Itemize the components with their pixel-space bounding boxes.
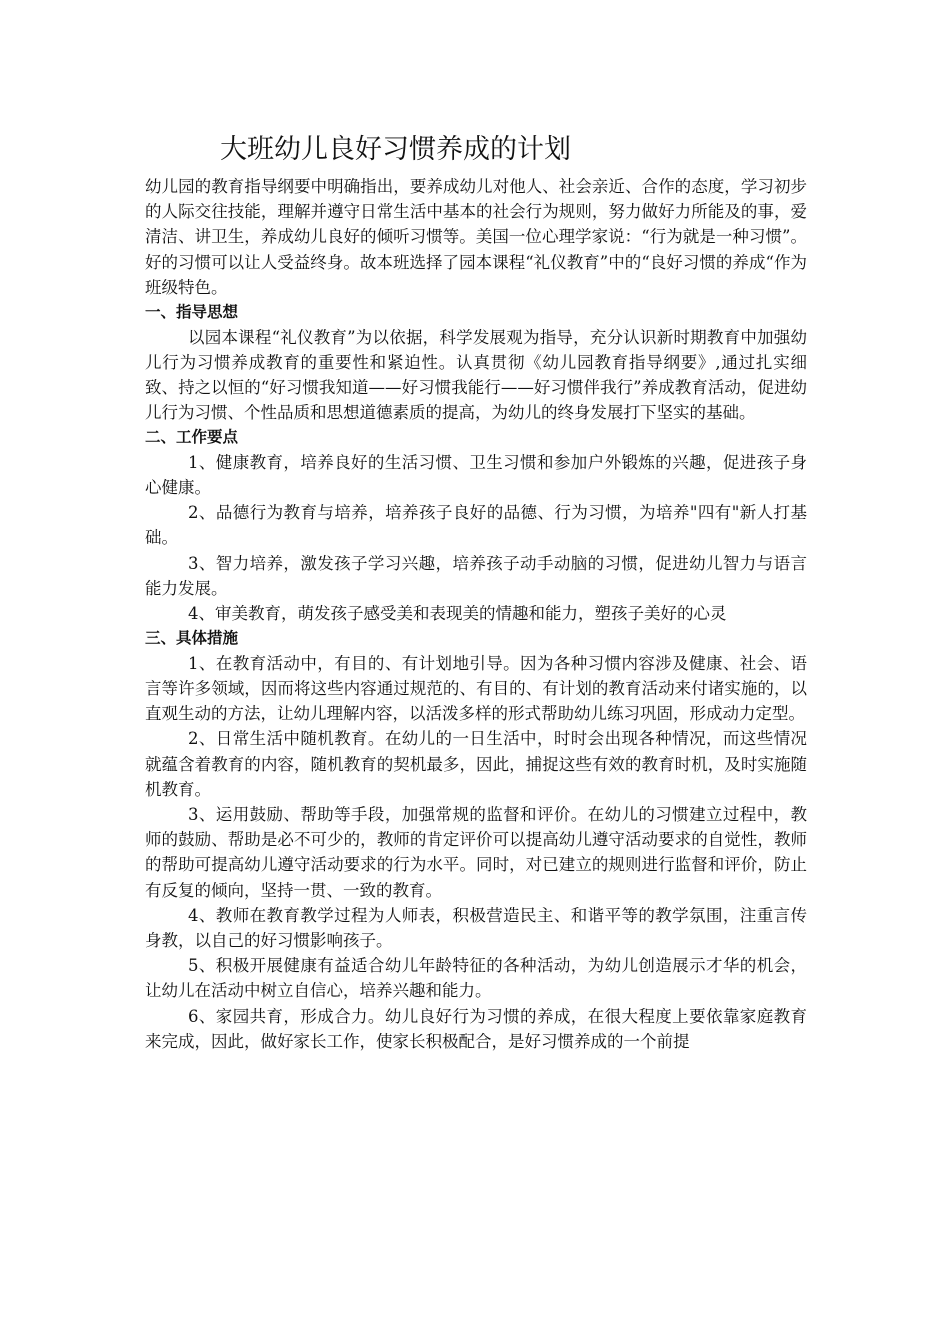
section-heading-work-points: 二、工作要点: [145, 428, 239, 447]
work-point-1: 1、健康教育，培养良好的生活习惯、卫生习惯和参加户外锻炼的兴趣，促进孩子身心健康。: [145, 452, 807, 498]
measure-4: 4、教师在教育教学过程为人师表，积极营造民主、和谐平等的教学氛围，注重言传身教，以自己的好习惯影响孩子。: [145, 905, 807, 950]
guiding-ideology-paragraph: 以园本课程“礼仪教育”为以依据，科学发展观为指导，充分认识新时期教育中加强幼儿行为习惯养成教育的重要性和紧迫性。认真贯彻《幼儿园教育指导纲要》,通过扎实细致、持之以恒的“好习惯我知道——好习惯我能行——好习惯伴我行”养成教育活动，促进幼儿行为习惯、个性品质和思想道德素质的提高，为幼儿的终身发展打下坚实的基础。: [145, 327, 807, 423]
intro-paragraph: 幼儿园的教育指导纲要中明确指出，要养成幼儿对他人、社会亲近、合作的态度，学习初步的人际交往技能，理解并遵守日常生活中基本的社会行为规则，努力做好力所能及的事，爱清洁、讲卫生，养成幼儿良好的倾听习惯等。美国一位心理学家说：“行为就是一种习惯”。好的习惯可以让人受益终身。故本班选择了园本课程“礼仪教育”中的“良好习惯的养成“作为班级特色。: [145, 177, 807, 297]
work-point-4: 4、审美教育，萌发孩子感受美和表现美的情趣和能力，塑孩子美好的心灵: [188, 604, 727, 624]
measure-5: 5、积极开展健康有益适合幼儿年龄特征的各种活动，为幼儿创造展示才华的机会，让幼儿在活动中树立自信心，培养兴趣和能力。: [145, 956, 807, 1001]
document-page: [145, 128, 807, 1054]
work-point-3: 3、智力培养，激发孩子学习兴趣，培养孩子动手动脑的习惯，促进幼儿智力与语言能力发展。: [145, 553, 807, 598]
work-point-2: 2、品德行为教育与培养，培养孩子良好的品德、行为习惯，为培养"四有"新人打基础。: [145, 503, 807, 548]
section-heading-guiding-ideology: 一、指导思想: [145, 303, 239, 322]
measure-1: 1、在教育活动中，有目的、有计划地引导。因为各种习惯内容涉及健康、社会、语言等许多领域，因而将这些内容通过规范的、有目的、有计划的教育活动来付诸实施的，以直观生动的方法，让幼儿理解内容，以活泼多样的形式帮助幼儿练习巩固，形成动力定型。: [145, 653, 807, 724]
measure-3: 3、运用鼓励、帮助等手段，加强常规的监督和评价。在幼儿的习惯建立过程中，教师的鼓励、帮助是必不可少的，教师的肯定评价可以提高幼儿遵守活动要求的自觉性，教师的帮助可提高幼儿遵守活动要求的行为水平。同时，对已建立的规则进行监督和评价，防止有反复的倾向，坚持一贯、一致的教育。: [145, 804, 807, 900]
measure-2: 2、日常生活中随机教育。在幼儿的一日生活中，时时会出现各种情况，而这些情况就蕴含着教育的内容，随机教育的契机最多，因此，捕捉这些有效的教育时机，及时实施随机教育。: [145, 729, 807, 799]
measure-6: 6、家园共育，形成合力。幼儿良好行为习惯的养成，在很大程度上要依靠家庭教育来完成，因此，做好家长工作，使家长积极配合，是好习惯养成的一个前提: [145, 1006, 807, 1051]
document-title: 大班幼儿良好习惯养成的计划: [220, 134, 571, 165]
section-heading-measures: 三、具体措施: [145, 629, 239, 648]
